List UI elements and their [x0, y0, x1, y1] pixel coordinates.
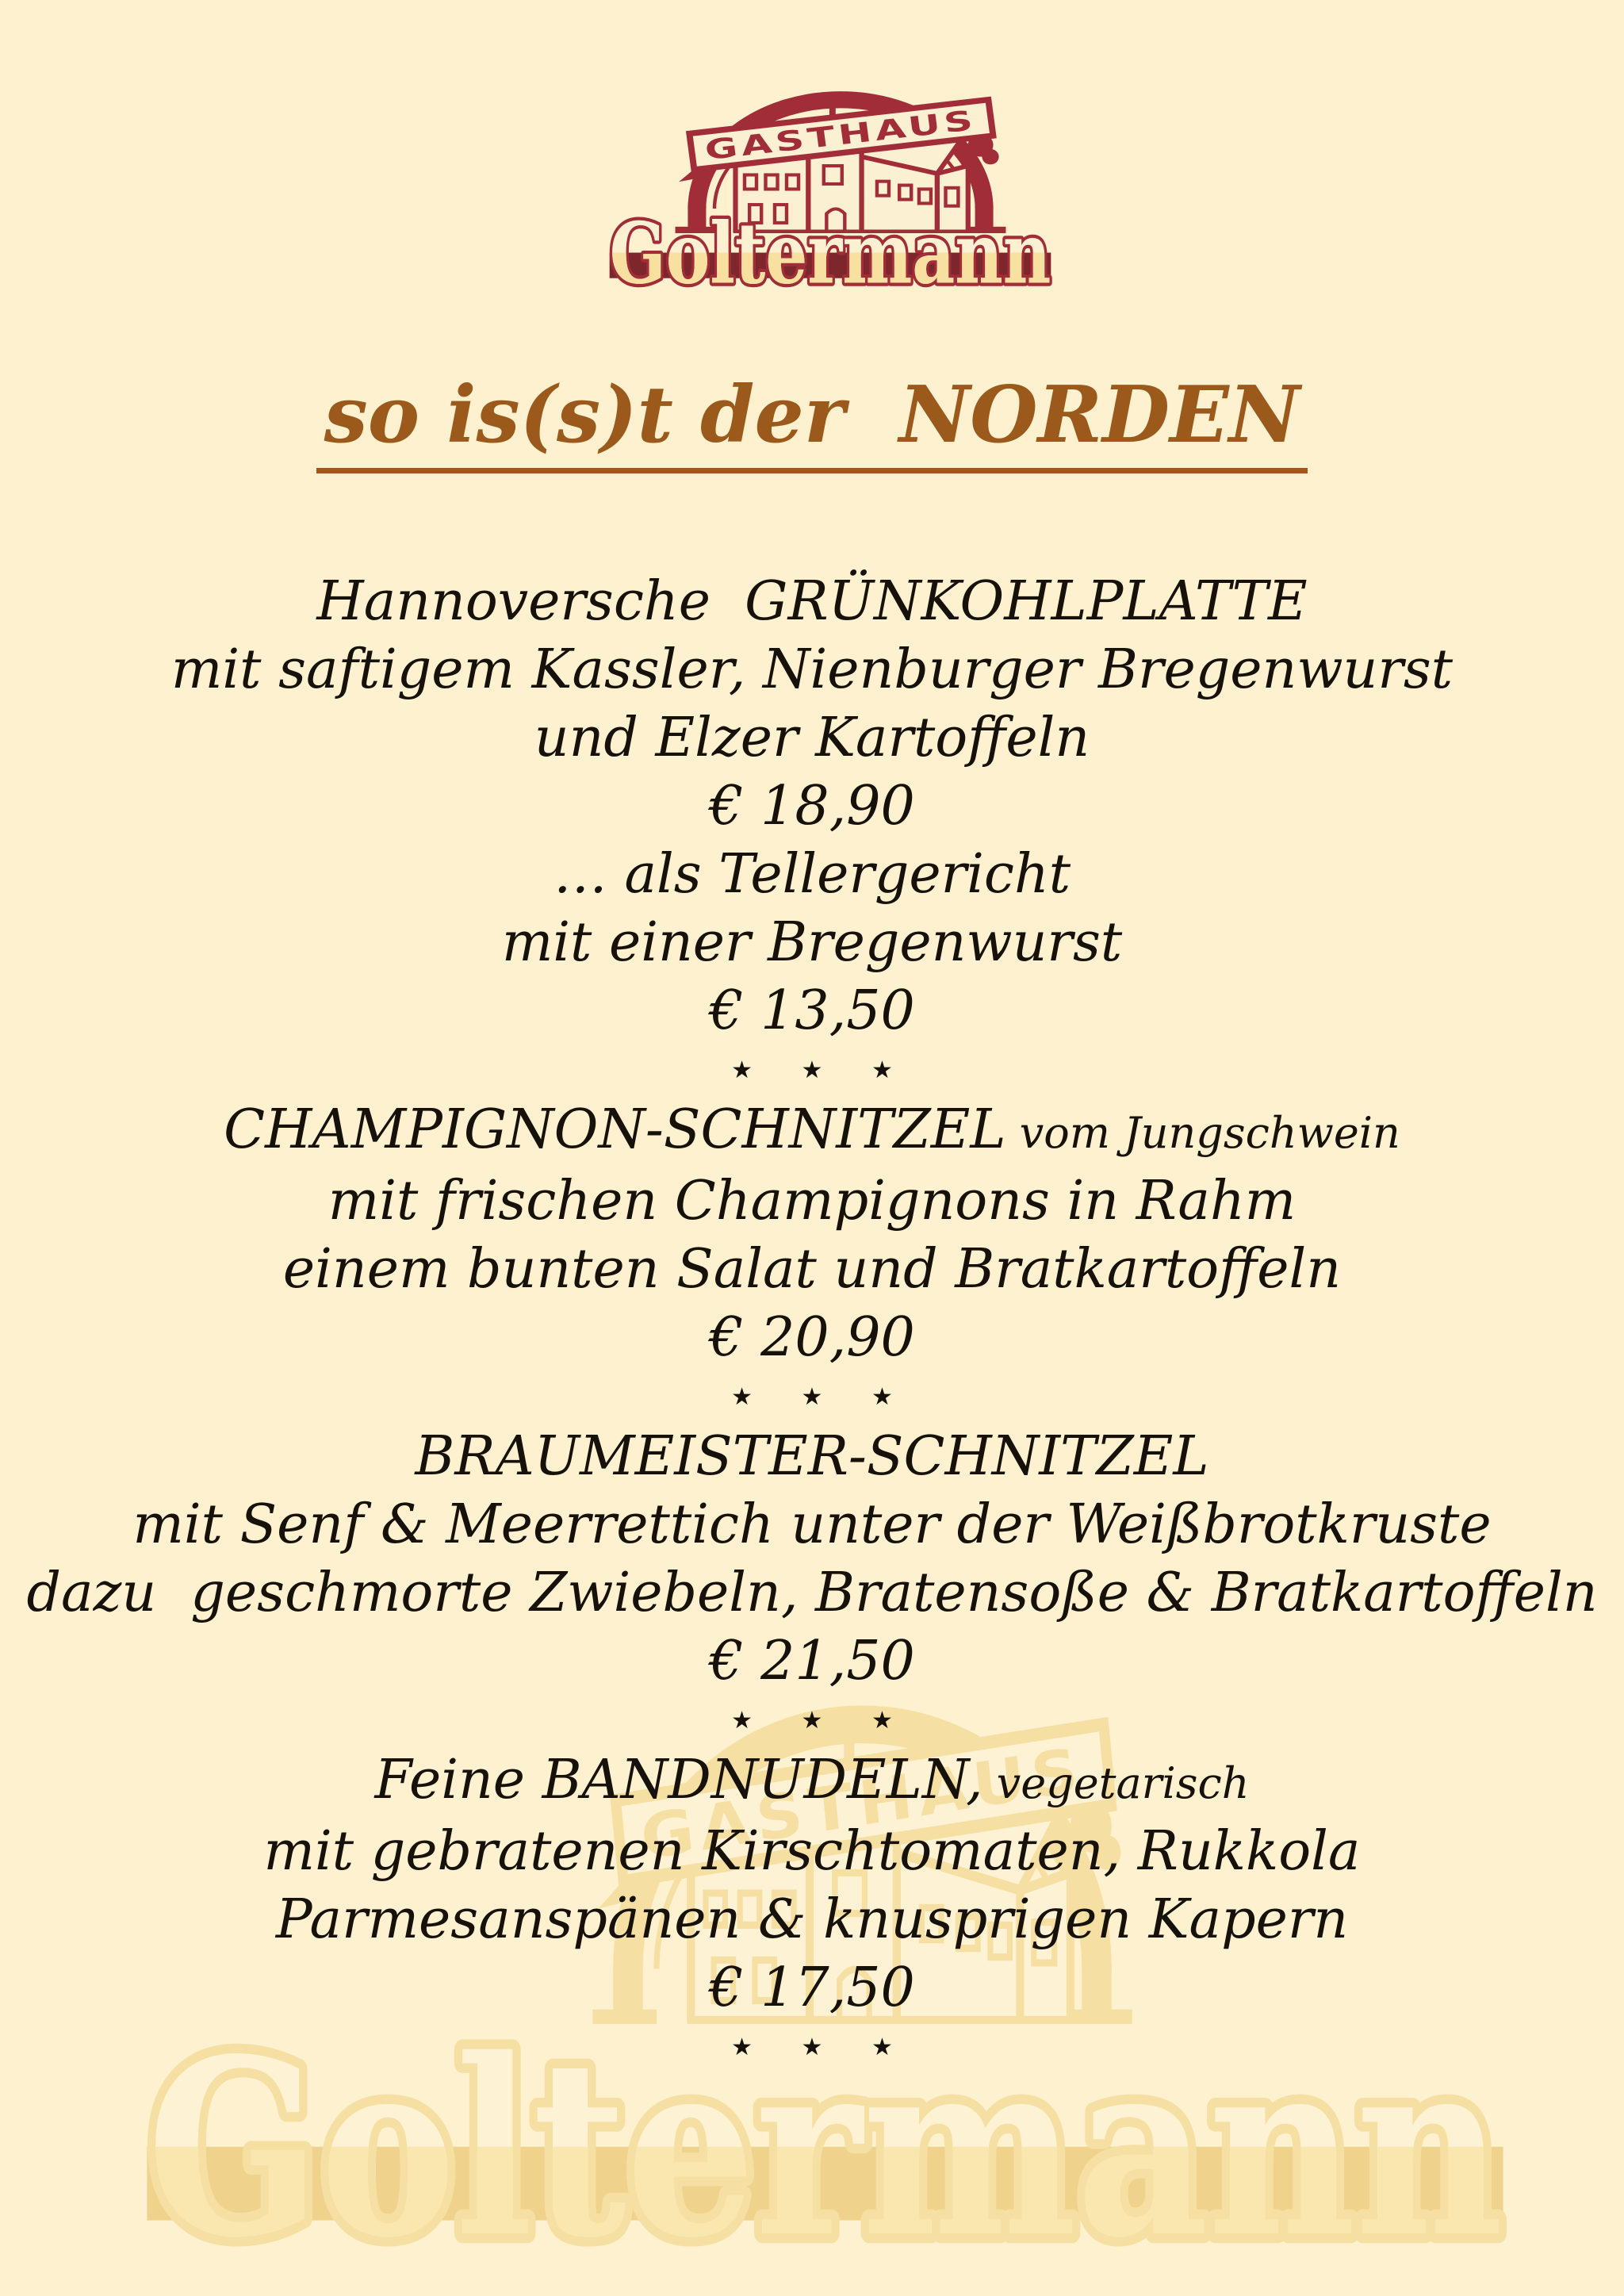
item-1-desc: und Elzer Kartoffeln	[534, 707, 1090, 769]
item-3-desc: dazu geschmorte Zwiebeln, Bratensoße & Bratkartoffeln	[26, 1562, 1598, 1624]
menu-list	[0, 568, 1624, 2073]
item-1-desc: mit saftigem Kassler, Nienburger Bregenwurst	[170, 638, 1454, 701]
stars-separator: ★ ★ ★	[731, 2033, 914, 2061]
item-4-desc: mit gebratenen Kirschtomaten, Rukkola	[263, 1820, 1361, 1883]
gasthaus-goltermann-logo-wordmark	[605, 205, 1055, 302]
title-row	[0, 371, 1624, 473]
stars-separator: ★ ★ ★	[731, 1707, 914, 1734]
item-4-price: € 17,50	[709, 1957, 915, 2019]
stars-separator: ★ ★ ★	[731, 1056, 914, 1084]
item-1-sub: mit einer Bregenwurst	[501, 911, 1123, 974]
stars-separator: ★ ★ ★	[731, 1383, 914, 1411]
page-title: so is(s)t der NORDEN	[316, 371, 1308, 473]
item-4-name-main: Feine BANDNUDELN,	[374, 1749, 983, 1811]
item-3-desc: mit Senf & Meerrettich unter der Weißbrotkruste	[132, 1493, 1492, 1556]
item-2-desc: einem bunten Salat und Bratkartoffeln	[282, 1238, 1342, 1301]
item-1-price: € 18,90	[709, 775, 915, 838]
item-2-name-note: vom Jungschwein	[1005, 1108, 1400, 1158]
item-1-name: Hannoversche GRÜNKOHLPLATTE	[316, 570, 1308, 633]
item-3-price: € 21,50	[709, 1630, 915, 1692]
item-2-name	[0, 1096, 1624, 1167]
item-1-sub: … als Tellergericht	[553, 843, 1071, 906]
item-1-sub-price: € 13,50	[709, 979, 915, 1042]
item-2-price: € 20,90	[709, 1306, 915, 1369]
item-4-name	[0, 1746, 1624, 1818]
item-3-name: BRAUMEISTER-SCHNITZEL	[415, 1425, 1209, 1488]
item-2-desc: mit frischen Champignons in Rahm	[327, 1170, 1297, 1232]
item-4-name-note: vegetarisch	[982, 1758, 1250, 1808]
item-2-name-main: CHAMPIGNON-SCHNITZEL	[224, 1098, 1006, 1161]
item-4-desc: Parmesanspänen & knusprigen Kapern	[275, 1888, 1349, 1951]
